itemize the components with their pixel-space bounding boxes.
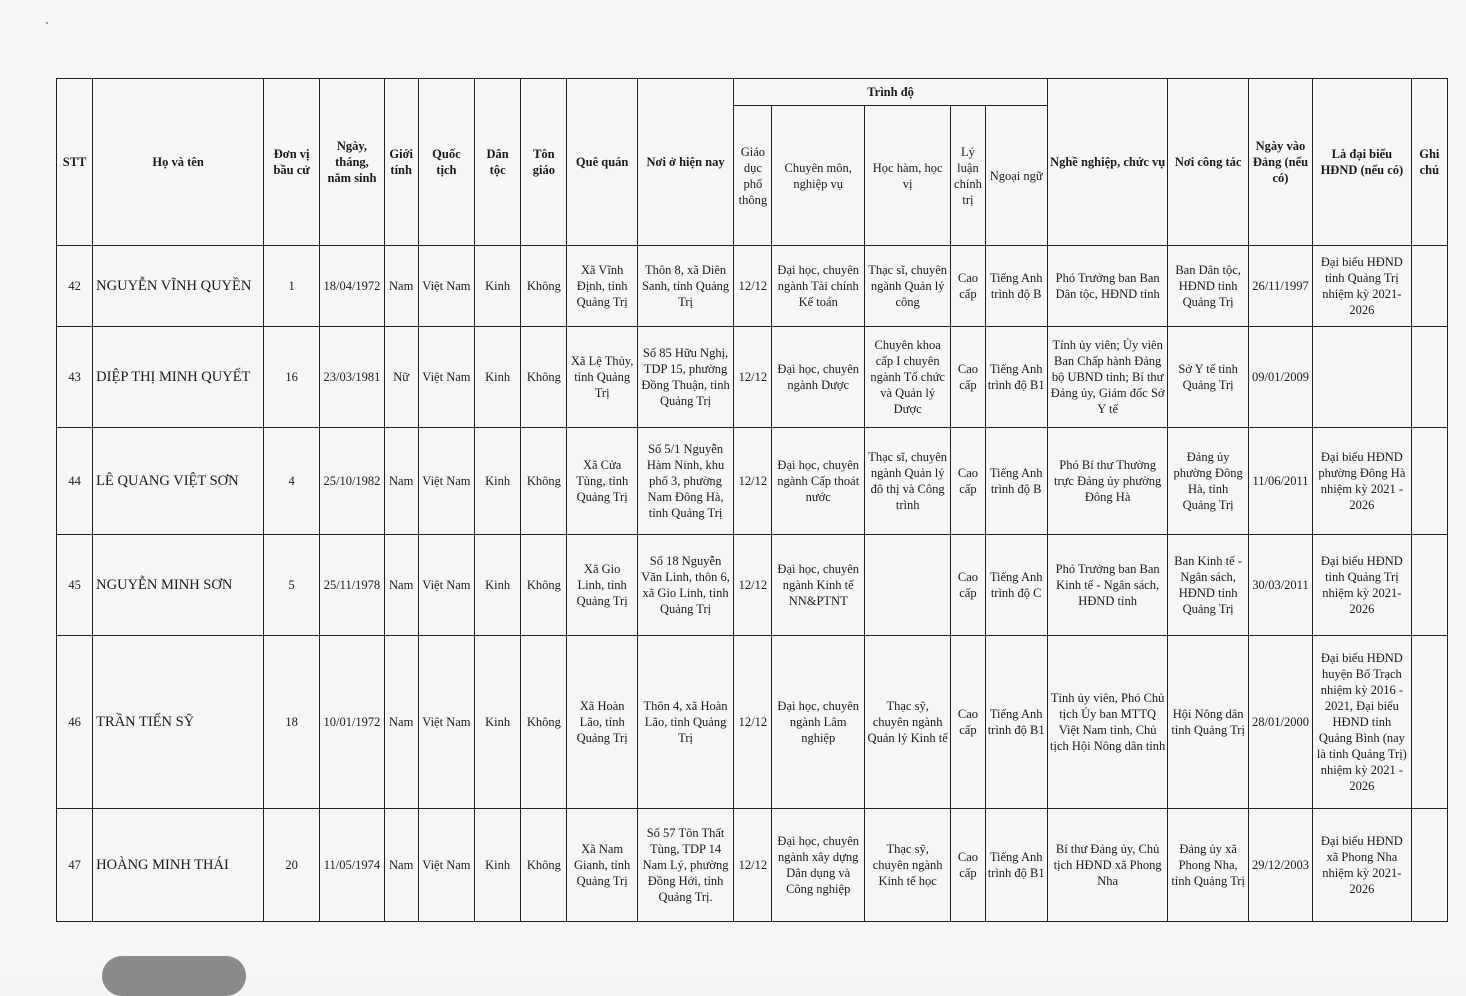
cell-occupation: Tỉnh ủy viên, Phó Chủ tịch Ủy ban MTTQ Việt Nam tỉnh, Chủ tịch Hội Nông dân tỉnh (1047, 636, 1168, 809)
cell-political-theory: Cao cấp (951, 327, 985, 428)
cell-party-date: 11/06/2011 (1248, 428, 1312, 535)
cell-workplace: Đảng ủy phường Đông Hà, tỉnh Quảng Trị (1168, 428, 1248, 535)
cell-dob: 23/03/1981 (320, 327, 384, 428)
cell-note (1411, 246, 1447, 327)
cell-foreign-language: Tiếng Anh trình độ B (985, 246, 1047, 327)
cell-nationality: Việt Nam (418, 636, 474, 809)
cell-specialty: Đại học, chuyên ngành xây dựng Dân dụng và Công nghiệp (772, 809, 864, 922)
col-header-workplace: Nơi công tác (1168, 79, 1248, 246)
cell-ethnicity: Kinh (475, 535, 521, 636)
cell-degree: Thạc sỹ, chuyên ngành Kinh tế học (864, 809, 950, 922)
cell-note (1411, 535, 1447, 636)
col-header-stt: STT (57, 79, 93, 246)
col-header-political-theory: Lý luận chính trị (951, 106, 985, 246)
col-header-party-date: Ngày vào Đảng (nếu có) (1248, 79, 1312, 246)
cell-unit: 5 (264, 535, 320, 636)
table-header (57, 79, 1448, 246)
cell-foreign-language: Tiếng Anh trình độ B1 (985, 327, 1047, 428)
cell-hometown: Xã Vĩnh Định, tỉnh Quảng Trị (567, 246, 637, 327)
col-header-unit: Đơn vị bầu cử (264, 79, 320, 246)
cell-name: HOÀNG MINH THÁI (93, 809, 264, 922)
scan-speck (46, 22, 48, 24)
col-header-ethnicity: Dân tộc (475, 79, 521, 246)
cell-specialty: Đại học, chuyên ngành Lâm nghiệp (772, 636, 864, 809)
cell-stt: 46 (57, 636, 93, 809)
cell-workplace: Đảng ủy xã Phong Nha, tỉnh Quảng Trị (1168, 809, 1248, 922)
cell-dob: 18/04/1972 (320, 246, 384, 327)
cell-political-theory: Cao cấp (951, 428, 985, 535)
col-header-residence: Nơi ở hiện nay (637, 79, 733, 246)
cell-party-date: 30/03/2011 (1248, 535, 1312, 636)
cell-name: TRẦN TIẾN SỸ (93, 636, 264, 809)
cell-political-theory: Cao cấp (951, 809, 985, 922)
cell-workplace: Ban Kinh tế - Ngân sách, HĐND tỉnh Quảng Trị (1168, 535, 1248, 636)
cell-religion: Không (521, 428, 567, 535)
cell-general-education: 12/12 (734, 809, 772, 922)
cell-religion: Không (521, 636, 567, 809)
cell-ethnicity: Kinh (475, 636, 521, 809)
cell-general-education: 12/12 (734, 327, 772, 428)
col-header-general-education: Giáo dục phổ thông (734, 106, 772, 246)
cell-nationality: Việt Nam (418, 428, 474, 535)
cell-degree: Thạc sĩ, chuyên ngành Quản lý đô thị và Công trình (864, 428, 950, 535)
cell-workplace: Ban Dân tộc, HĐND tỉnh Quảng Trị (1168, 246, 1248, 327)
cell-name: NGUYỄN VĨNH QUYỀN (93, 246, 264, 327)
cell-dob: 10/01/1972 (320, 636, 384, 809)
cell-stt: 45 (57, 535, 93, 636)
cell-delegate: Đại biểu HĐND phường Đông Hà nhiệm kỳ 2021 - 2026 (1313, 428, 1411, 535)
cell-foreign-language: Tiếng Anh trình độ C (985, 535, 1047, 636)
cell-religion: Không (521, 246, 567, 327)
cell-note (1411, 636, 1447, 809)
cell-note (1411, 428, 1447, 535)
cell-specialty: Đại học, chuyên ngành Kinh tế NN&PTNT (772, 535, 864, 636)
cell-nationality: Việt Nam (418, 327, 474, 428)
cell-degree: Thạc sỹ, chuyên ngành Quản lý Kinh tế (864, 636, 950, 809)
cell-dob: 25/10/1982 (320, 428, 384, 535)
cell-degree: Chuyên khoa cấp I chuyên ngành Tổ chức và Quản lý Dược (864, 327, 950, 428)
table-row (57, 428, 1448, 535)
cell-workplace: Sở Y tế tỉnh Quảng Trị (1168, 327, 1248, 428)
col-header-note: Ghi chú (1411, 79, 1447, 246)
col-header-gender: Giới tính (384, 79, 418, 246)
cell-occupation: Phó Trưởng ban Ban Kinh tế - Ngân sách, HĐND tỉnh (1047, 535, 1168, 636)
cell-unit: 4 (264, 428, 320, 535)
table-row (57, 246, 1448, 327)
cell-name: NGUYỄN MINH SƠN (93, 535, 264, 636)
cell-residence: Thôn 8, xã Diên Sanh, tỉnh Quảng Trị (637, 246, 733, 327)
cell-general-education: 12/12 (734, 535, 772, 636)
cell-general-education: 12/12 (734, 428, 772, 535)
cell-general-education: 12/12 (734, 246, 772, 327)
cell-occupation: Bí thư Đảng ủy, Chủ tịch HĐND xã Phong Nha (1047, 809, 1168, 922)
cell-gender: Nữ (384, 327, 418, 428)
cell-note (1411, 809, 1447, 922)
cell-degree: Thạc sĩ, chuyên ngành Quản lý công (864, 246, 950, 327)
cell-occupation: Phó Bí thư Thường trực Đảng ủy phường Đông Hà (1047, 428, 1168, 535)
cell-nationality: Việt Nam (418, 246, 474, 327)
col-header-degree: Học hàm, học vị (864, 106, 950, 246)
cell-ethnicity: Kinh (475, 809, 521, 922)
cell-ethnicity: Kinh (475, 327, 521, 428)
overlay-pill-button[interactable] (102, 956, 246, 996)
cell-gender: Nam (384, 636, 418, 809)
cell-degree (864, 535, 950, 636)
col-header-delegate: Là đại biểu HĐND (nếu có) (1313, 79, 1411, 246)
col-header-foreign-language: Ngoại ngữ (985, 106, 1047, 246)
cell-foreign-language: Tiếng Anh trình độ B1 (985, 636, 1047, 809)
cell-ethnicity: Kinh (475, 246, 521, 327)
table-row (57, 636, 1448, 809)
col-header-education-group: Trình độ (734, 79, 1048, 106)
cell-residence: Số 57 Tôn Thất Tùng, TDP 14 Nam Lý, phường Đồng Hới, tỉnh Quảng Trị. (637, 809, 733, 922)
cell-occupation: Tỉnh ủy viên; Ủy viên Ban Chấp hành Đảng bộ UBND tỉnh; Bí thư Đảng ủy, Giám đốc Sở Y tế (1047, 327, 1168, 428)
cell-party-date: 26/11/1997 (1248, 246, 1312, 327)
col-header-hometown: Quê quán (567, 79, 637, 246)
cell-residence: Thôn 4, xã Hoàn Lão, tỉnh Quảng Trị (637, 636, 733, 809)
cell-stt: 43 (57, 327, 93, 428)
cell-name: LÊ QUANG VIỆT SƠN (93, 428, 264, 535)
cell-unit: 18 (264, 636, 320, 809)
candidate-table (56, 78, 1448, 922)
cell-religion: Không (521, 327, 567, 428)
table-row (57, 809, 1448, 922)
cell-nationality: Việt Nam (418, 809, 474, 922)
cell-residence: Số 5/1 Nguyễn Hàm Ninh, khu phố 3, phường Nam Đông Hà, tỉnh Quảng Trị (637, 428, 733, 535)
cell-political-theory: Cao cấp (951, 246, 985, 327)
cell-party-date: 28/01/2000 (1248, 636, 1312, 809)
cell-foreign-language: Tiếng Anh trình độ B1 (985, 809, 1047, 922)
cell-dob: 11/05/1974 (320, 809, 384, 922)
cell-party-date: 09/01/2009 (1248, 327, 1312, 428)
cell-delegate (1313, 327, 1411, 428)
cell-delegate: Đại biểu HĐND tỉnh Quảng Trị nhiệm kỳ 2021-2026 (1313, 535, 1411, 636)
cell-religion: Không (521, 535, 567, 636)
cell-specialty: Đại học, chuyên ngành Cấp thoát nước (772, 428, 864, 535)
cell-stt: 42 (57, 246, 93, 327)
cell-hometown: Xã Nam Gianh, tỉnh Quảng Trị (567, 809, 637, 922)
cell-specialty: Đại học, chuyên ngành Tài chính Kế toán (772, 246, 864, 327)
col-header-religion: Tôn giáo (521, 79, 567, 246)
cell-residence: Số 85 Hữu Nghị, TDP 15, phường Đồng Thuận, tỉnh Quảng Trị (637, 327, 733, 428)
table-body (57, 246, 1448, 922)
cell-unit: 20 (264, 809, 320, 922)
cell-general-education: 12/12 (734, 636, 772, 809)
cell-delegate: Đại biểu HĐND tỉnh Quảng Trị nhiệm kỳ 2021-2026 (1313, 246, 1411, 327)
cell-gender: Nam (384, 535, 418, 636)
cell-gender: Nam (384, 809, 418, 922)
col-header-dob: Ngày, tháng, năm sinh (320, 79, 384, 246)
cell-occupation: Phó Trưởng ban Ban Dân tộc, HĐND tỉnh (1047, 246, 1168, 327)
cell-gender: Nam (384, 246, 418, 327)
cell-delegate: Đại biểu HĐND huyện Bố Trạch nhiệm kỳ 2016 - 2021, Đại biểu HĐND tỉnh Quảng Bình (nay là tỉnh Quảng Trị) nhiệm kỳ 2021 - 2026 (1313, 636, 1411, 809)
cell-foreign-language: Tiếng Anh trình độ B (985, 428, 1047, 535)
cell-hometown: Xã Lệ Thủy, tỉnh Quảng Trị (567, 327, 637, 428)
cell-delegate: Đại biểu HĐND xã Phong Nha nhiệm kỳ 2021-2026 (1313, 809, 1411, 922)
cell-political-theory: Cao cấp (951, 636, 985, 809)
cell-gender: Nam (384, 428, 418, 535)
cell-workplace: Hội Nông dân tỉnh Quảng Trị (1168, 636, 1248, 809)
cell-religion: Không (521, 809, 567, 922)
cell-note (1411, 327, 1447, 428)
cell-specialty: Đại học, chuyên ngành Dược (772, 327, 864, 428)
cell-residence: Số 18 Nguyễn Văn Linh, thôn 6, xã Gio Linh, tỉnh Quảng Trị (637, 535, 733, 636)
cell-name: DIỆP THỊ MINH QUYẾT (93, 327, 264, 428)
col-header-nationality: Quốc tịch (418, 79, 474, 246)
cell-nationality: Việt Nam (418, 535, 474, 636)
cell-unit: 16 (264, 327, 320, 428)
cell-stt: 47 (57, 809, 93, 922)
cell-unit: 1 (264, 246, 320, 327)
cell-political-theory: Cao cấp (951, 535, 985, 636)
table-row (57, 327, 1448, 428)
cell-hometown: Xã Gio Linh, tỉnh Quảng Trị (567, 535, 637, 636)
cell-ethnicity: Kinh (475, 428, 521, 535)
cell-party-date: 29/12/2003 (1248, 809, 1312, 922)
table-row (57, 535, 1448, 636)
col-header-occupation: Nghề nghiệp, chức vụ (1047, 79, 1168, 246)
cell-stt: 44 (57, 428, 93, 535)
cell-hometown: Xã Cửa Tùng, tỉnh Quảng Trị (567, 428, 637, 535)
col-header-name: Họ và tên (93, 79, 264, 246)
cell-hometown: Xã Hoàn Lão, tỉnh Quảng Trị (567, 636, 637, 809)
col-header-specialty: Chuyên môn, nghiệp vụ (772, 106, 864, 246)
cell-dob: 25/11/1978 (320, 535, 384, 636)
